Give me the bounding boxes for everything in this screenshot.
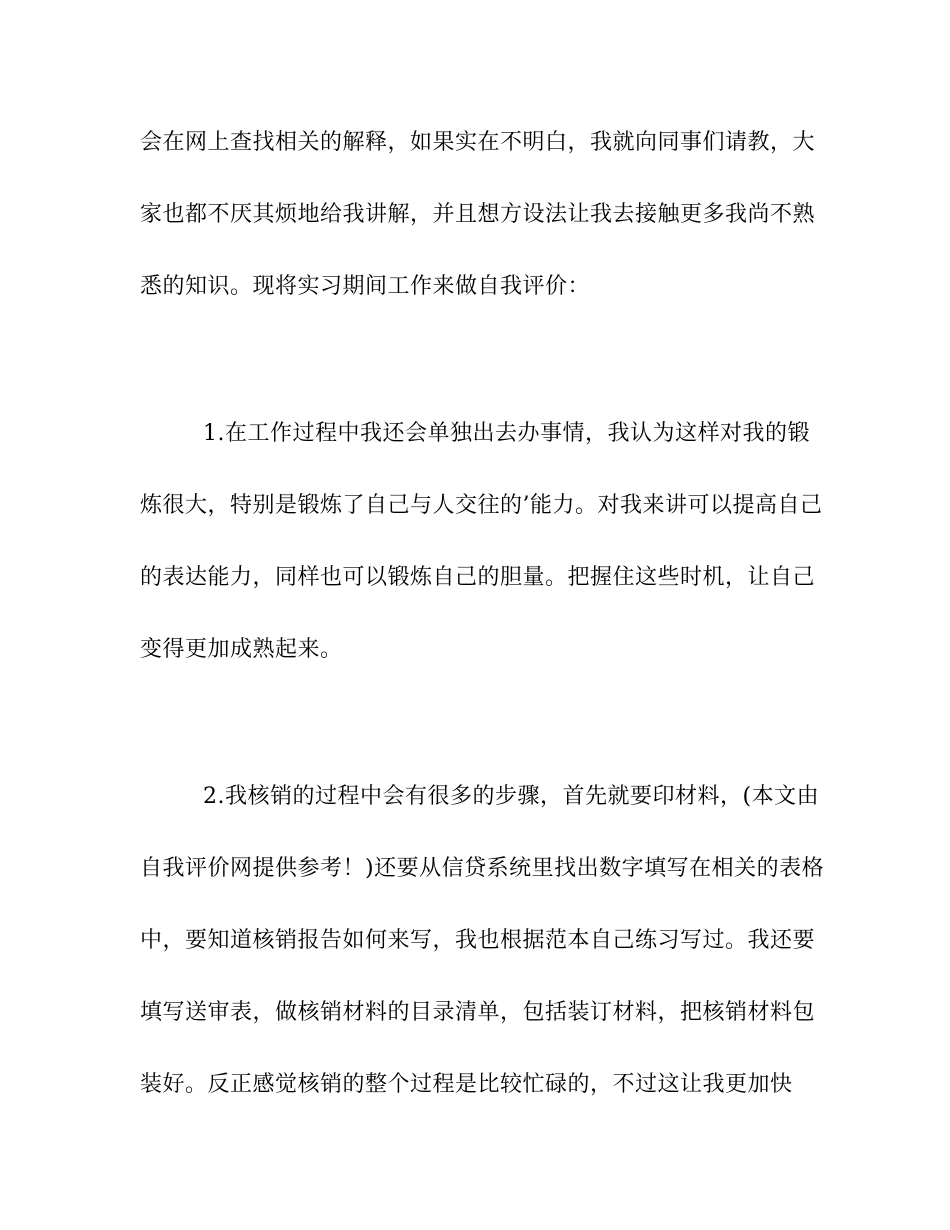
text-line: 中，要知道核销报告如何来写，我也根据范本自己练习写过。我还要 (140, 928, 816, 953)
text-line: 2.我核销的过程中会有很多的步骤，首先就要印材料，(本文由 (203, 784, 820, 809)
text-line: 会在网上查找相关的解释，如果实在不明白，我就向同事们请教，大 (140, 130, 816, 155)
text-line: 填写送审表，做核销材料的目录清单，包括装订材料，把核销材料包 (140, 1000, 816, 1025)
text-line: 悉的知识。现将实习期间工作来做自我评价： (140, 274, 591, 299)
text-line: 变得更加成熟起来。 (140, 637, 343, 662)
text-line: 炼很大，特别是锻炼了自己与人交往的’能力。对我来讲可以提高自己 (140, 493, 823, 518)
text-line: 的表达能力，同样也可以锻炼自己的胆量。把握住这些时机，让自己 (140, 565, 816, 590)
text-line: 装好。反正感觉核销的整个过程是比较忙碌的，不过这让我更加快 (140, 1072, 793, 1097)
text-line: 自我评价网提供参考！)还要从信贷系统里找出数字填写在相关的表格 (140, 856, 825, 881)
text-line: 1.在工作过程中我还会单独出去办事情，我认为这样对我的锻 (203, 421, 810, 446)
text-line: 家也都不厌其烦地给我讲解，并且想方设法让我去接触更多我尚不熟 (140, 202, 816, 227)
